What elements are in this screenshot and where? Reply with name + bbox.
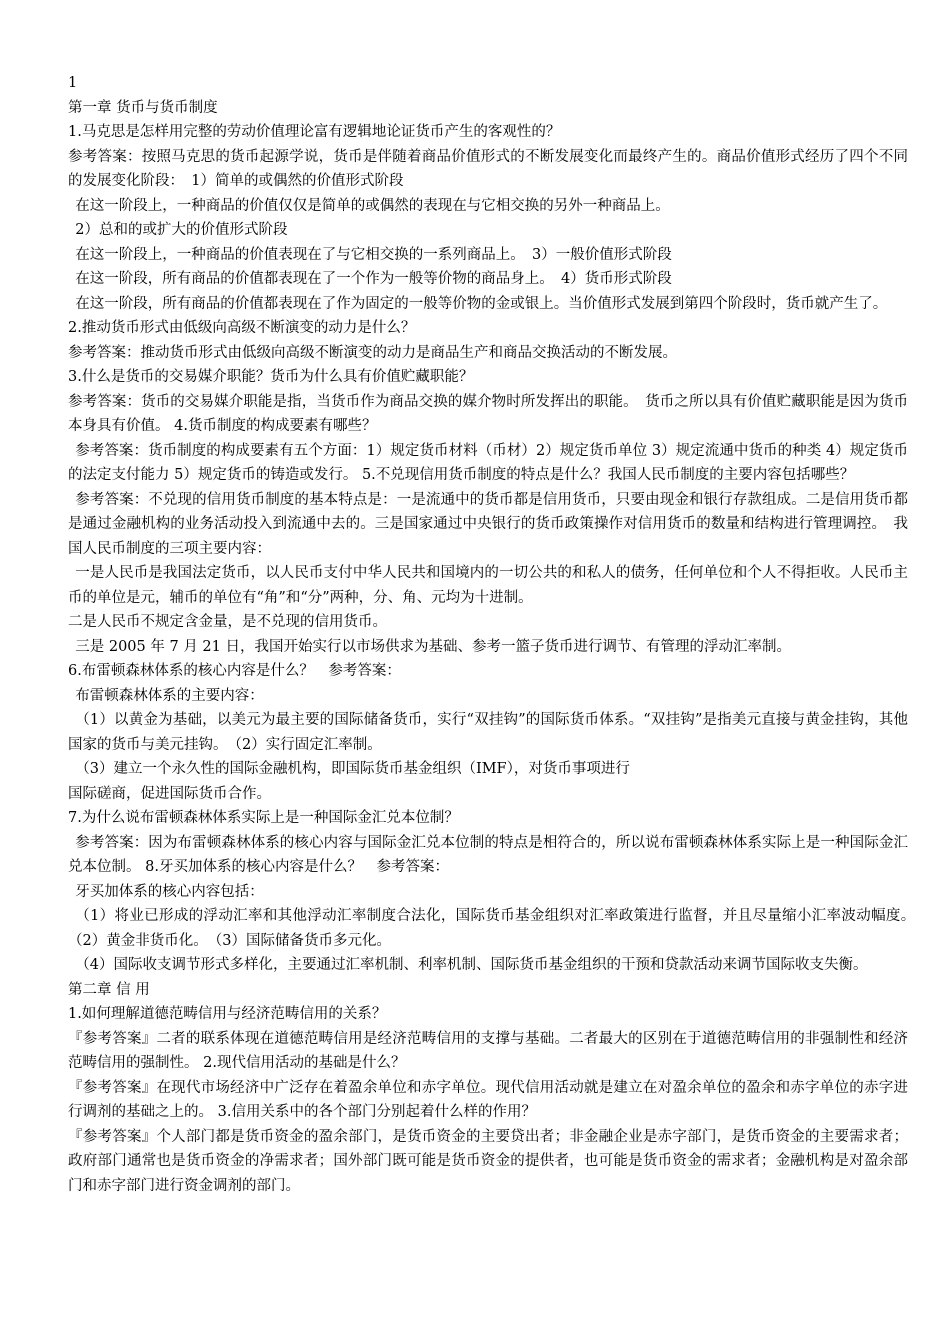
paragraph: 2.推动货币形式由低级向高级不断演变的动力是什么？ [68,320,416,336]
paragraph: 二是人民币不规定含金量，是不兑现的信用货币。 [68,614,387,630]
paragraph: 参考答案：货币的交易媒介职能是指，当货币作为商品交换的媒介物时所发挥出的职能。 货币之所以具有价值贮藏职能是因为货币本身具有价值。 4.货币制度的构成要素有哪些？ [68,393,908,434]
paragraph: （4）国际收支调节形式多样化，主要通过汇率机制、利率机制、国际货币基金组织的干预和贷款活动来调节国际收支失衡。 [75,957,868,973]
paragraph: 第一章 货币与货币制度 [68,99,218,116]
paragraph: 第二章 信 用 [68,981,150,998]
document-page [68,71,923,1198]
paragraph: 在这一阶段，所有商品的价值都表现在了作为固定的一般等价物的金或银上。当价值形式发展到第四个阶段时，货币就产生了。 [75,295,888,312]
paragraph: 6.布雷顿森林体系的核心内容是什么？ 参考答案： [68,663,401,679]
paragraph: 牙买加体系的核心内容包括： [75,883,264,900]
paragraph: 在这一阶段，所有商品的价值都表现在了一个作为一般等价物的商品身上。 4）货币形式阶段 [75,271,672,287]
paragraph: （3）建立一个永久性的国际金融机构，即国际货币基金组织（IMF），对货币事项进行 [75,761,630,777]
paragraph: 『参考答案』在现代市场经济中广泛存在着盈余单位和赤字单位。现代信用活动就是建立在对盈余单位的盈余和赤字单位的赤字进行调剂的基础之上的。 3.信用关系中的各个部门分别起着什么样的作用？ [68,1079,908,1120]
paragraph: 2）总和的或扩大的价值形式阶段 [75,222,288,238]
paragraph: 3.什么是货币的交易媒介职能？货币为什么具有价值贮藏职能？ [68,369,474,385]
paragraph: 1.马克思是怎样用完整的劳动价值理论富有逻辑地论证货币产生的客观性的？ [68,124,561,140]
paragraph: 『参考答案』二者的联系体现在道德范畴信用是经济范畴信用的支撑与基础。二者最大的区别在于道德范畴信用的非强制性和经济范畴信用的强制性。 2.现代信用活动的基础是什么？ [68,1030,908,1071]
paragraph: （1）将业已形成的浮动汇率和其他浮动汇率制度合法化，国际货币基金组织对汇率政策进行监督，并且尽量缩小汇率波动幅度。 （2）黄金非货币化。 （3）国际储备货币多元化。 [68,908,923,949]
paragraph: 1 [68,75,78,91]
paragraph: 在这一阶段上，一种商品的价值仅仅是简单的或偶然的表现在与它相交换的另外一种商品上。 [75,197,670,214]
paragraph: 1.如何理解道德范畴信用与经济范畴信用的关系？ [68,1006,387,1022]
paragraph: 参考答案：不兑现的信用货币制度的基本特点是：一是流通中的货币都是信用货币，只要由现金和银行存款组成。二是信用货币都是通过金融机构的业务活动投入到流通中去的。三是国家通过中央银行的货币政策操作对信用货币的数量和结构进行管理调控。 我国人民币制度的三项主要内容： [68,491,908,557]
paragraph: 国际磋商，促进国际货币合作。 [68,785,271,802]
paragraph: 一是人民币是我国法定货币，以人民币支付中华人民共和国境内的一切公共的和私人的债务，任何单位和个人不得拒收。人民币主币的单位是元，辅币的单位有“角”和“分”两种，分、角、元均为十进制。 [68,565,908,606]
paragraph: 参考答案：因为布雷顿森林体系的核心内容与国际金汇兑本位制的特点是相符合的，所以说布雷顿森林体系实际上是一种国际金汇兑本位制。 8.牙买加体系的核心内容是什么？ 参考答案： [68,834,908,875]
paragraph: 三是 2005 年 7 月 21 日，我国开始实行以市场供求为基础、参考一篮子货币进行调节、有管理的浮动汇率制。 [75,638,791,655]
paragraph: （1）以黄金为基础，以美元为最主要的国际储备货币，实行“双挂钩”的国际货币体系。“双挂钩”是指美元直接与黄金挂钩，其他国家的货币与美元挂钩。 （2）实行固定汇率制。 [68,712,908,753]
paragraph: 参考答案：推动货币形式由低级向高级不断演变的动力是商品生产和商品交换活动的不断发展。 [68,344,677,361]
paragraph: 在这一阶段上，一种商品的价值表现在了与它相交换的一系列商品上。 3）一般价值形式阶段 [75,246,672,263]
paragraph: 7.为什么说布雷顿森林体系实际上是一种国际金汇兑本位制？ [68,810,459,826]
paragraph: 布雷顿森林体系的主要内容： [75,687,264,704]
paragraph: 参考答案：货币制度的构成要素有五个方面：1）规定货币材料（币材）2）规定货币单位 3）规定流通中货币的种类 4）规定货币的法定支付能力 5）规定货币的铸造或发行。 5.不兑现信用货币制度的特点是什么？我国人民币制度的主要内容包括哪些？ [68,442,908,483]
paragraph: 『参考答案』个人部门都是货币资金的盈余部门，是货币资金的主要贷出者；非金融企业是赤字部门，是货币资金的主要需求者；政府部门通常也是货币资金的净需求者；国外部门既可能是货币资金的提供者，也可能是货币资金的需求者；金融机构是对盈余部门和赤字部门进行资金调剂的部门。 [68,1128,908,1194]
paragraph: 参考答案：按照马克思的货币起源学说，货币是伴随着商品价值形式的不断发展变化而最终产生的。商品价值形式经历了四个不同的发展变化阶段： 1）简单的或偶然的价值形式阶段 [68,148,908,189]
